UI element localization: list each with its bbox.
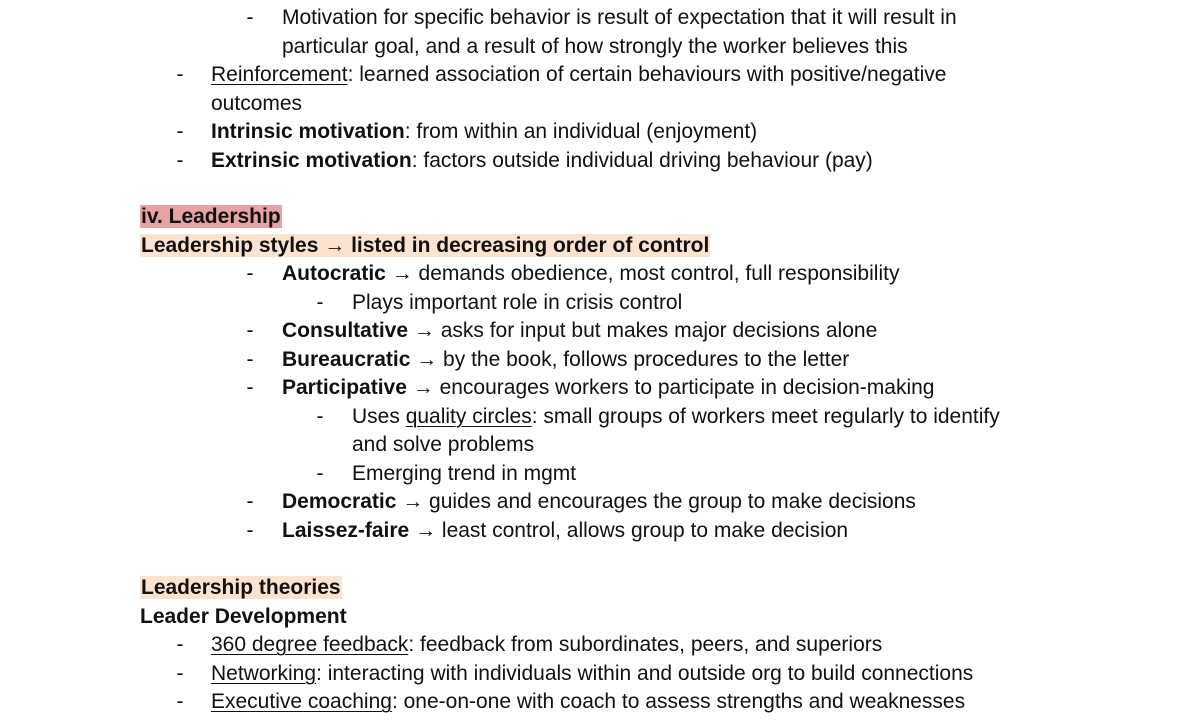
participative-sub2-text: Emerging trend in mgmt bbox=[352, 461, 577, 485]
laissez-faire-text: → least control, allows group to make decision bbox=[409, 518, 849, 542]
autocratic-text: → demands obedience, most control, full responsibility bbox=[385, 262, 900, 285]
bullet-dash: - bbox=[246, 319, 254, 342]
bullet-dash: - bbox=[246, 6, 254, 29]
participative-sub1-pre: Uses bbox=[352, 404, 406, 428]
section-title-leadership: iv. Leadership bbox=[141, 205, 281, 228]
intrinsic-term: Intrinsic motivation bbox=[211, 120, 405, 143]
bullet-dash: - bbox=[246, 262, 254, 285]
bullet-dash: - bbox=[316, 461, 324, 485]
networking-text: : interacting with individuals within and outside org to build connections bbox=[316, 661, 974, 685]
quality-circles-term: quality circles bbox=[405, 404, 532, 428]
bullet-dash: - bbox=[176, 661, 184, 685]
bureaucratic-term: Bureaucratic bbox=[282, 347, 411, 371]
participative-sub1-text-line2: and solve problems bbox=[352, 433, 535, 456]
participative-term: Participative bbox=[282, 376, 407, 399]
bureaucratic-text: → by the book, follows procedures to the letter bbox=[410, 347, 850, 371]
bullet-dash: - bbox=[246, 376, 254, 399]
consultative-term: Consultative bbox=[282, 319, 409, 342]
bullet-dash: - bbox=[176, 63, 184, 86]
laissez-faire-term: Laissez-faire bbox=[282, 518, 410, 542]
feedback-term: 360 degree feedback bbox=[211, 633, 409, 656]
subheading-leader-development: Leader Development bbox=[140, 604, 347, 628]
reinforcement-text-line1: : learned association of certain behaviours with positive/negative bbox=[347, 63, 947, 86]
expectancy-text-line2: particular goal, and a result of how strongly the worker believes this bbox=[282, 34, 908, 58]
coaching-term: Executive coaching bbox=[211, 690, 392, 713]
bullet-dash: - bbox=[246, 518, 254, 542]
democratic-text: → guides and encourages the group to make decisions bbox=[396, 490, 916, 513]
heading-leadership-styles: Leadership styles → listed in decreasing order of control bbox=[141, 233, 710, 257]
bullet-dash: - bbox=[176, 120, 184, 143]
participative-text: → encourages workers to participate in decision-making bbox=[406, 376, 935, 399]
extrinsic-text: : factors outside individual driving behaviour (pay) bbox=[411, 148, 873, 172]
bullet-dash: - bbox=[316, 404, 324, 428]
consultative-text: → asks for input but makes major decisions alone bbox=[408, 319, 878, 342]
bullet-dash: - bbox=[316, 290, 324, 314]
coaching-text: : one-on-one with coach to assess strengths and weaknesses bbox=[391, 690, 966, 713]
bullet-dash: - bbox=[246, 490, 254, 513]
bullet-dash: - bbox=[176, 690, 184, 713]
bullet-dash: - bbox=[246, 347, 254, 371]
democratic-term: Democratic bbox=[282, 490, 397, 513]
extrinsic-term: Extrinsic motivation bbox=[211, 148, 412, 172]
reinforcement-text-line2: outcomes bbox=[211, 91, 303, 115]
feedback-text: : feedback from subordinates, peers, and superiors bbox=[408, 633, 883, 656]
expectancy-text-line1: Motivation for specific behavior is result of expectation that it will result in bbox=[282, 6, 957, 29]
networking-term: Networking bbox=[211, 661, 317, 685]
intrinsic-text: : from within an individual (enjoyment) bbox=[404, 120, 758, 143]
autocratic-sub-text: Plays important role in crisis control bbox=[352, 290, 683, 314]
heading-leadership-theories: Leadership theories bbox=[141, 576, 341, 599]
bullet-dash: - bbox=[176, 148, 184, 172]
reinforcement-term: Reinforcement bbox=[211, 63, 348, 86]
autocratic-term: Autocratic bbox=[282, 262, 386, 285]
participative-sub1-text-line1: : small groups of workers meet regularly to identify bbox=[531, 404, 1000, 428]
bullet-dash: - bbox=[176, 633, 184, 656]
